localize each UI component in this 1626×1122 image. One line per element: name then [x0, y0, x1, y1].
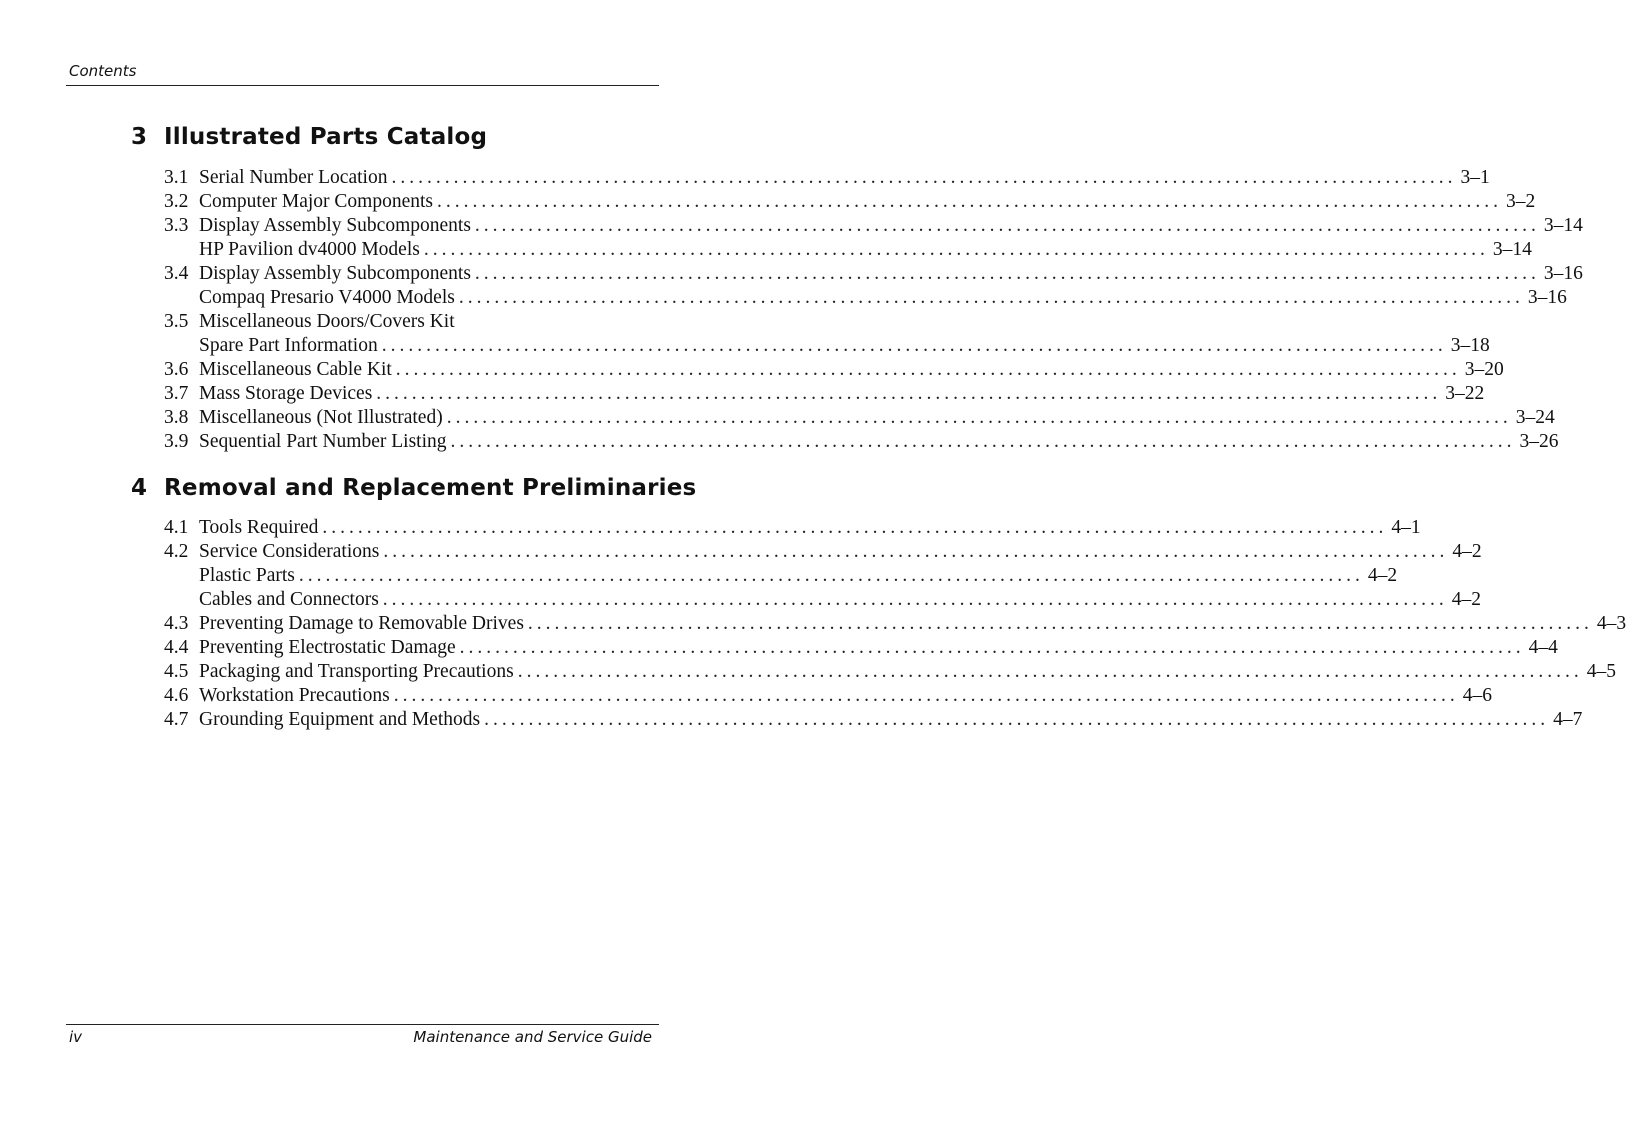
toc-entry[interactable] [164, 190, 1536, 214]
toc-entry[interactable] [164, 430, 1559, 454]
toc-entry[interactable] [164, 564, 1398, 588]
toc-page-number: 4–4 [1528, 637, 1558, 658]
toc-entry-title: Display Assembly Subcomponents [199, 215, 471, 236]
toc-dot-leader: ........................................................................................................................ [322, 517, 1388, 538]
toc-entry[interactable] [164, 684, 1492, 708]
toc-dot-leader: ........................................................................................................................ [484, 709, 1550, 730]
toc-page-number: 3–26 [1519, 431, 1559, 452]
toc-dot-leader: ........................................................................................................................ [395, 359, 1461, 380]
toc-dot-leader: ........................................................................................................................ [423, 239, 1489, 260]
toc-entry-title: Plastic Parts [199, 565, 295, 586]
toc-page-number: 3–18 [1450, 335, 1490, 356]
toc-entry[interactable] [164, 262, 1583, 286]
toc-entry-title: Serial Number Location [199, 167, 388, 188]
toc-page-number: 4–1 [1391, 517, 1421, 538]
toc-page-number: 4–7 [1553, 709, 1583, 730]
toc-entry[interactable] [164, 588, 1482, 612]
toc-dot-leader: ........................................................................................................................ [459, 637, 1525, 658]
toc-dot-leader: ........................................................................................................................ [527, 613, 1593, 634]
toc-page-number: 3–14 [1492, 239, 1532, 260]
toc-page-number: 3–1 [1460, 167, 1490, 188]
toc-section-number: 3.7 [164, 383, 189, 404]
chapter-number: 3 [131, 124, 148, 150]
toc-section-number: 3.4 [164, 263, 189, 284]
toc-section-number: 3.5 [164, 311, 189, 332]
toc-section-number: 4.4 [164, 637, 189, 658]
toc-dot-leader: ........................................................................................................................ [383, 541, 1449, 562]
toc-page-number: 4–2 [1451, 589, 1482, 610]
toc-entry[interactable] [164, 382, 1485, 406]
toc-entry-title: Miscellaneous Doors/Covers Kit [199, 311, 455, 332]
toc-dot-leader: ........................................................................................................................ [381, 335, 1447, 356]
toc-page-number: 4–3 [1596, 613, 1626, 634]
toc-entry[interactable] [164, 708, 1583, 732]
chapter-title: Removal and Replacement Preliminaries [164, 475, 697, 501]
page-number: iv [69, 1028, 83, 1046]
toc-page-number: 3–20 [1464, 359, 1504, 380]
toc-section-number: 4.1 [164, 517, 189, 538]
toc-page-number: 3–24 [1515, 407, 1555, 428]
toc-entry-title: Service Considerations [199, 541, 380, 562]
chapter-heading-4 [131, 475, 696, 501]
toc-entry-title: Display Assembly Subcomponents [199, 263, 471, 284]
toc-entry-title: Miscellaneous Cable Kit [199, 359, 392, 380]
toc-section-number: 3.8 [164, 407, 189, 428]
toc-dot-leader: ........................................................................................................................ [474, 215, 1540, 236]
toc-entry-title: Packaging and Transporting Precautions [199, 661, 514, 682]
toc-entry-title: Spare Part Information [199, 335, 378, 356]
toc-entry[interactable] [164, 286, 1567, 310]
chapter-number: 4 [131, 475, 148, 501]
toc-entry[interactable] [164, 636, 1558, 660]
toc-dot-leader: ........................................................................................................................ [458, 287, 1524, 308]
toc-section-number: 3.2 [164, 191, 189, 212]
toc-entry-title: Miscellaneous (Not Illustrated) [199, 407, 443, 428]
book-title: Maintenance and Service Guide [413, 1028, 652, 1046]
toc-section-number: 3.9 [164, 431, 189, 452]
toc-section-number: 3.1 [164, 167, 189, 188]
toc-page-number: 4–5 [1586, 661, 1616, 682]
chapter-heading-3 [131, 124, 487, 150]
toc-section-number: 4.6 [164, 685, 189, 706]
chapter-title: Illustrated Parts Catalog [164, 124, 488, 150]
toc-entry[interactable] [164, 214, 1583, 238]
toc-entry[interactable] [164, 166, 1490, 190]
toc-entry-title: Workstation Precautions [199, 685, 390, 706]
toc-dot-leader: ........................................................................................................................ [382, 589, 1448, 610]
toc-entry-title: Tools Required [199, 517, 319, 538]
toc-entry-title: Mass Storage Devices [199, 383, 373, 404]
toc-page-number: 3–16 [1527, 287, 1567, 308]
toc-dot-leader: ........................................................................................................................ [436, 191, 1502, 212]
toc-dot-leader: ........................................................................................................................ [450, 431, 1516, 452]
header-rule [66, 85, 659, 86]
toc-list-chapter-4 [164, 516, 1626, 732]
toc-entry[interactable] [164, 516, 1421, 540]
toc-entry-title: Computer Major Components [199, 191, 433, 212]
toc-section-number: 3.3 [164, 215, 189, 236]
toc-dot-leader: ........................................................................................................................ [446, 407, 1512, 428]
toc-page-number: 4–2 [1367, 565, 1398, 586]
toc-page-number: 3–22 [1445, 383, 1485, 404]
toc-page-number: 3–14 [1543, 215, 1583, 236]
toc-dot-leader: ........................................................................................................................ [393, 685, 1459, 706]
toc-entry[interactable] [164, 334, 1490, 358]
toc-entry[interactable] [164, 406, 1555, 430]
toc-entry-title: Preventing Electrostatic Damage [199, 637, 456, 658]
toc-dot-leader: ........................................................................................................................ [517, 661, 1583, 682]
toc-entry-title: Compaq Presario V4000 Models [199, 287, 455, 308]
toc-page-number: 4–2 [1452, 541, 1482, 562]
toc-entry-title: Grounding Equipment and Methods [199, 709, 481, 730]
toc-entry[interactable] [164, 612, 1626, 636]
toc-entry[interactable] [164, 540, 1482, 564]
toc-dot-leader: ........................................................................................................................ [298, 565, 1364, 586]
toc-entry-title: Sequential Part Number Listing [199, 431, 447, 452]
footer-rule [66, 1024, 659, 1025]
toc-section-number: 4.7 [164, 709, 189, 730]
toc-section-number: 4.2 [164, 541, 189, 562]
toc-section-number: 4.5 [164, 661, 189, 682]
toc-entry[interactable] [164, 238, 1532, 262]
toc-entry-title: Cables and Connectors [199, 589, 379, 610]
toc-page-number: 4–6 [1462, 685, 1492, 706]
toc-entry[interactable] [164, 358, 1504, 382]
toc-entry[interactable] [164, 660, 1616, 684]
toc-section-number: 3.6 [164, 359, 189, 380]
toc-entry[interactable] [164, 310, 659, 334]
toc-section-number: 4.3 [164, 613, 189, 634]
running-header: Contents [69, 62, 137, 80]
toc-dot-leader: ........................................................................................................................ [391, 167, 1457, 188]
toc-page-number: 3–16 [1543, 263, 1583, 284]
toc-dot-leader: ........................................................................................................................ [376, 383, 1442, 404]
toc-entry-title: Preventing Damage to Removable Drives [199, 613, 524, 634]
toc-page-number: 3–2 [1505, 191, 1536, 212]
toc-list-chapter-3 [164, 166, 1583, 454]
toc-dot-leader: ........................................................................................................................ [474, 263, 1540, 284]
toc-entry-title: HP Pavilion dv4000 Models [199, 239, 420, 260]
